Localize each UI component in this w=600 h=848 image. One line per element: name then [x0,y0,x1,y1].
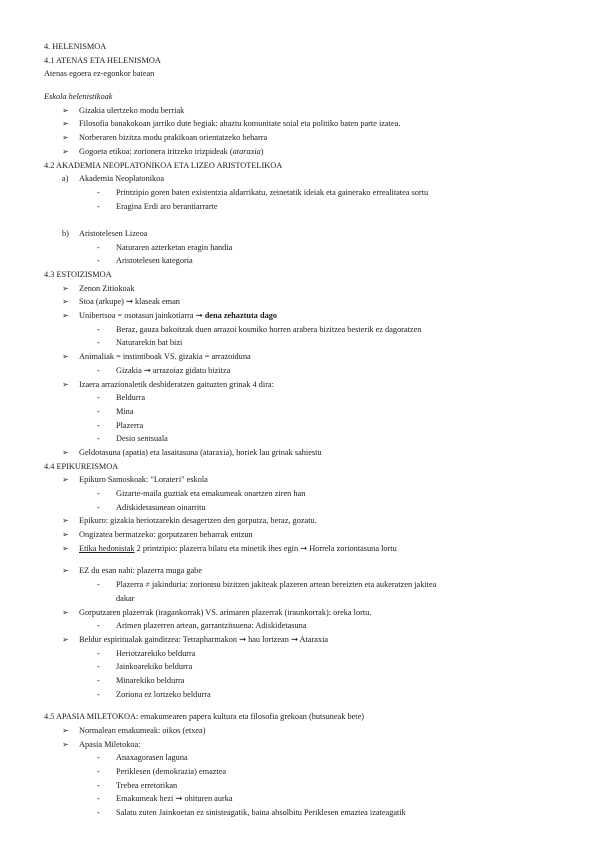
arrow-bullet-icon: ➢ [62,739,69,749]
bullet-item [0,606,600,620]
bullet-item [0,295,600,309]
dash-marker: - [97,324,100,334]
arrow-bullet-icon: ➢ [62,543,69,553]
dash-marker: - [97,648,100,658]
bullet-item [0,738,600,752]
dash-marker: - [97,675,100,685]
line-text: Plazerra [116,420,144,430]
text-line [0,90,600,104]
arrow-bullet-icon: ➢ [62,634,69,644]
bullet-item [0,378,600,392]
text-run: Gogoeta etikoa: zorionera iritzeko irizpideak ( [79,146,233,156]
line-text: Anaxagorasen laguna [116,753,188,763]
sub-item [0,419,600,433]
arrow-bullet-icon: ➢ [62,297,69,307]
line-text: Printzipio goren baten existentzia aldarrikatu, zeinetatik ideiak eta gainerako errealitatea sortu [116,187,429,197]
arrow-bullet-icon: ➢ [62,119,69,129]
dash-marker: - [97,662,100,672]
line-text: Periklesen (demokrazia) emaztea [116,767,227,777]
line-text: Emakumeak hezi ➞ ohituren aurka [116,794,233,804]
line-text: Stoa (arkupe) ➞ klaseak eman [79,297,180,307]
dash-marker: - [97,242,100,252]
spacer [0,213,600,227]
sub-item [0,751,600,765]
dash-marker: - [97,406,100,416]
text-run: Etika hedonistak [79,543,135,553]
line-text: Epikuro Samoskoak: "Loratегi" eskola [79,475,208,485]
arrow-bullet-icon: ➢ [62,607,69,617]
bullet-item [0,282,600,296]
sub-item [0,391,600,405]
sub-item [0,674,600,688]
dash-marker: - [97,338,100,348]
bullet-item [0,633,600,647]
dash-marker: - [97,621,100,631]
arrow-bullet-icon: ➢ [62,516,69,526]
line-text: Epikuro: gizakia heriotzarekin desagertzen den gorputza, beraz, gozatu. [79,516,317,526]
section-heading [0,710,600,724]
line-text: Gizarte-maila guztiak eta emakumeak onartzen ziren han [116,489,306,498]
sub-item [0,200,600,214]
list-marker: b) [62,228,69,238]
arrow-bullet-icon: ➢ [62,726,69,735]
line-text: Eragina Erdi aro berantiarrarte [116,201,218,211]
text-run: dena zehaztuta dago [204,311,278,321]
sub-item [0,405,600,419]
line-text: 4.1 ATENAS ETA HELENISMOA [44,55,161,65]
section-heading [0,268,600,282]
dash-marker: - [97,767,100,777]
dash-marker: - [97,420,100,430]
line-text: Heriotzarekiko beldurra [116,648,196,658]
lettered-item [0,227,600,241]
arrow-bullet-icon: ➢ [62,311,69,321]
arrow-bullet-icon: ➢ [62,447,69,457]
sub-item [0,765,600,779]
dash-marker: - [97,365,100,375]
line-text: Beraz, gauza bakoitzak duen arrazoi kosmiko horren arabera bizitzea besterik ez dagoratzen [116,324,422,334]
arrow-bullet-icon: ➢ [62,283,69,293]
sub-item [0,336,600,350]
line-text: Naturaren azterketan eragin handia [116,242,233,252]
sub-item [0,578,600,592]
line-text: Minarekiko beldurra [116,675,185,685]
arrow-bullet-icon: ➢ [62,566,69,576]
line-text: Desio sentsuala [116,434,168,444]
sub-item [0,619,600,633]
sub-item [0,254,600,268]
line-text: Trebea erretorikan [116,780,178,790]
bullet-item [0,473,600,487]
arrow-bullet-icon: ➢ [62,352,69,362]
line-text: Norberaren bizitza modu prakikoan orientatzeko beharra [79,133,268,143]
list-marker: a) [62,174,69,184]
line-text: Mina [116,406,134,416]
line-text: Adiskidetasunean oinarritu [116,502,206,512]
line-text: Animaliak = instintiboak VS. gizakia = arrazoiduna [79,352,251,362]
sub-item [0,806,600,820]
line-text: EZ du esan nahi: plazerra muga gabe [79,566,203,576]
line-text: Jainkoarekiko beldurra [116,662,193,672]
dash-marker: - [97,201,100,211]
bullet-item [0,724,600,738]
line-text: Gorputzaren plazerrak (iragankorrak) VS. arimaren plazerrak (iraunkorrak): oreka lortu. [79,607,372,617]
continuation-line [0,592,600,606]
section-heading [0,460,600,474]
text-run: 2 printzipio: plazerra bilatu eta minetik ihes egin ➞ Horrela zoriontasuna lortu [134,543,397,553]
sub-item [0,688,600,702]
dash-marker: - [97,393,100,403]
line-text: Akademia Neoplatonikoa [79,174,165,184]
sub-item [0,241,600,255]
arrow-bullet-icon: ➢ [62,530,69,540]
sub-item [0,779,600,793]
line-text: Izaera arrazionaletik desbideratzen gaituzten grinak 4 dira: [79,379,274,389]
line-text: Filosofia banakokoan jarriko dute begiak: ahaztu komunitate soial eta politiko baten parte izatea. [79,119,401,129]
line-text: Geldotasuna (apatia) eta lasaitasuna (ataraxia), horiek lau grinak sahiestu [79,447,322,457]
sub-item [0,647,600,661]
line-text: dakar [116,593,135,603]
line-text: Beldurra [116,393,146,403]
line-text: Plazerra ≠ jakinduria: zoriontsu bizitzen jakiteak plazeren artean bereizten eta aukeratzen jakitea [116,580,437,590]
text-run: Unibertsoa = osotasun jainkotiarra ➞ [79,311,205,321]
arrow-bullet-icon: ➢ [62,379,69,389]
line-text: Normalean emakumeak: oikos (etxea) [79,726,206,735]
line-text: Gizakia ➞ arrazoiaz gidatu bizitza [116,365,231,375]
line-text: Naturarekin bat bizi [116,338,183,348]
dash-marker: - [97,689,100,699]
line-text: Gizakia ulertzeko modu berriak [79,105,185,115]
line-text: 4.5 APASIA MILETOKOA: emakumearen papera kultura eta filosofia grekoan (hutsuneak bete) [44,712,365,722]
dash-marker: - [97,434,100,444]
arrow-bullet-icon: ➢ [62,105,69,115]
bullet-item [0,564,600,578]
bullet-item [0,145,600,159]
dash-marker: - [97,502,100,512]
sub-item [0,792,600,806]
spacer [0,81,600,90]
arrow-bullet-icon: ➢ [62,475,69,485]
arrow-bullet-icon: ➢ [62,146,69,156]
line-text: Zoriona ez lortzeko beldurra [116,689,211,699]
sub-item [0,501,600,515]
line-text: 4. HELENISMOA [44,42,107,51]
bullet-item [0,309,600,323]
line-text: Apasia Miletokoa: [79,739,141,749]
dash-marker: - [97,780,100,790]
bullet-item [0,131,600,145]
line-text: Arimen plazerren artean, garrantzitsuena: Adiskidetasuna [116,621,307,631]
dash-marker: - [97,753,100,763]
bullet-item [0,528,600,542]
dash-marker: - [97,580,100,590]
arrow-bullet-icon: ➢ [62,133,69,143]
dash-marker: - [97,808,100,818]
spacer [0,701,600,710]
dash-marker: - [97,489,100,498]
bullet-item [0,446,600,460]
text-line [0,67,600,81]
section-heading [0,54,600,68]
line-text: 4.3 ESTOIZISMOA [44,270,112,279]
line-text: Atenas egoera ez-egonkor batean [44,69,155,79]
bullet-item [0,117,600,131]
dash-marker: - [97,187,100,197]
sub-item [0,432,600,446]
line-text: Aristotelesen Lizeoa [79,228,148,238]
bullet-item [0,104,600,118]
section-heading [0,40,600,54]
line-text: 4.2 AKADEMIA NEOPLATONIKOA ETA LIZEO ARISTOTELIKOA [44,160,283,170]
line-text: Salatu zuten Jainkoetan ez sinisteagatik, baina absolbitu Periklesen emaztea izateagatik [116,808,406,818]
sub-item [0,660,600,674]
bullet-item [0,514,600,528]
line-text: Ongizatea bermatzeko: gorputzaren beharrak entzun [79,530,253,540]
section-heading [0,159,600,173]
line-text: Zenon Zitiokoak [79,283,135,293]
dash-marker: - [97,256,100,266]
sub-item [0,323,600,337]
sub-item [0,364,600,378]
bullet-item [0,350,600,364]
document-page [0,40,600,820]
line-text: Aristotelesen kategoria [116,256,193,266]
line-text: Beldur espiritualak gainditzea: Tetrapharmakon ➞ hau lortzean ➞ Ataraxia [79,634,329,644]
sub-item [0,186,600,200]
lettered-item [0,172,600,186]
text-run: ) [260,146,264,156]
line-text: Eskola helenistikoak [44,92,113,102]
sub-item [0,487,600,501]
bullet-item [0,542,600,556]
line-text: 4.4 EPIKUREISMOA [44,461,119,471]
dash-marker: - [97,794,100,804]
text-run: ataraxia [232,146,261,156]
spacer [0,555,600,564]
